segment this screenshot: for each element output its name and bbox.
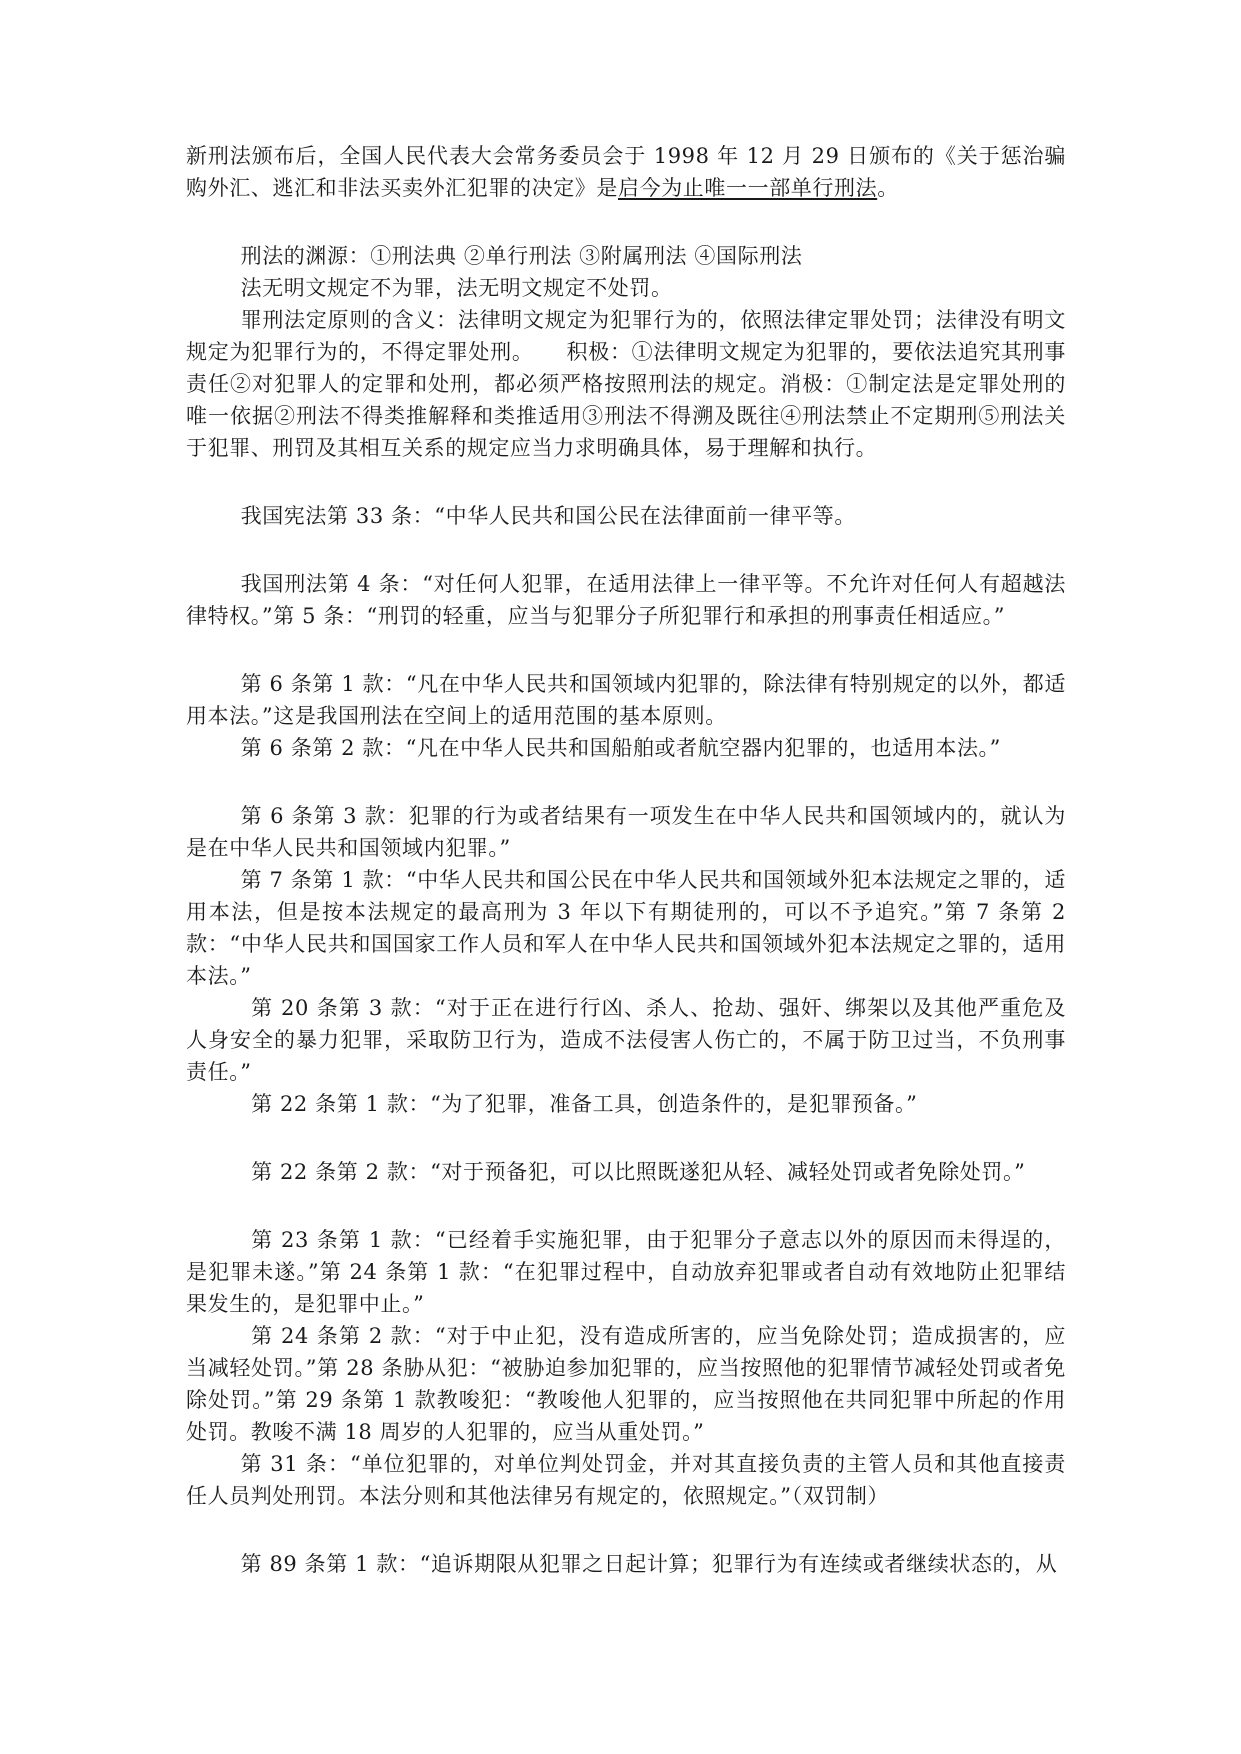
paragraph-criminal-law-art-4-5: 我国刑法第 4 条：“对任何人犯罪，在适用法律上一律平等。不允许对任何人有超越法律特权。”第 5 条：“刑罚的轻重，应当与犯罪分子所犯罪行和承担的刑事责任相适应。” [186,572,1066,628]
paragraph-art-22-clause-1: 第 22 条第 1 款：“为了犯罪，准备工具，创造条件的，是犯罪预备。” [251,1092,918,1116]
paragraph-art-20-clause-3: 第 20 条第 3 款：“对于正在进行行凶、杀人、抢劫、强奸、绑架以及其他严重危及人身安全的暴力犯罪，采取防卫行为，造成不法侵害人伤亡的，不属于防卫过当，不负刑事责任。” [186,996,1066,1084]
paragraph-art-24-28-29: 第 24 条第 2 款：“对于中止犯，没有造成所害的，应当免除处罚；造成损害的，应当减轻处罚。”第 28 条胁从犯：“被胁迫参加犯罪的，应当按照他的犯罪情节减轻处罚或者免除处罚。”第 29 条第 1 款教唆犯：“教唆他人犯罪的，应当按照他在共同犯罪中所起的作用处罚。教唆不满 18 周岁的人犯罪的，应当从重处罚。” [186,1324,1066,1444]
paragraph-text-end: 。 [877,176,899,200]
paragraph-legality-principle: 罪刑法定原则的含义：法律明文规定为犯罪行为的，依照法律定罪处罚；法律没有明文规定为犯罪行为的，不得定罪处刑。 积极：①法律明文规定为犯罪的，要依法追究其刑事责任②对犯罪人的定罪和处刑，都必须严格按照刑法的规定。消极：①制定法是定罪处刑的唯一依据②刑法不得类推解释和类推适用③刑法不得溯及既往④刑法禁止不定期刑⑤刑法关于犯罪、刑罚及其相互关系的规定应当力求明确具体，易于理解和执行。 [186,308,1066,460]
paragraph-art-6-clause-1: 第 6 条第 1 款：“凡在中华人民共和国领域内犯罪的，除法律有特别规定的以外，都适用本法。”这是我国刑法在空间上的适用范围的基本原则。 [186,672,1066,728]
paragraph-art-22-clause-2: 第 22 条第 2 款：“对于预备犯，可以比照既遂犯从轻、减轻处罚或者免除处罚。” [251,1160,1026,1184]
underlined-phrase: 启今为止唯一一部单行刑法 [618,176,878,200]
paragraph-single-criminal-law [186,140,1066,204]
paragraph-nulla-poena: 法无明文规定不为罪，法无明文规定不处罚。 [240,276,673,300]
paragraph-sources-of-criminal-law: 刑法的渊源：①刑法典 ②单行刑法 ③附属刑法 ④国际刑法 [240,244,803,268]
document-body [186,140,1066,1580]
paragraph-constitution-art-33: 我国宪法第 33 条：“中华人民共和国公民在法律面前一律平等。 [240,504,856,528]
paragraph-art-6-clause-2: 第 6 条第 2 款：“凡在中华人民共和国船舶或者航空器内犯罪的，也适用本法。” [240,736,1001,760]
paragraph-art-7: 第 7 条第 1 款：“中华人民共和国公民在中华人民共和国领域外犯本法规定之罪的，适用本法，但是按本法规定的最高刑为 3 年以下有期徒刑的，可以不予追究。”第 7 条第 2 款：“中华人民共和国国家工作人员和军人在中华人民共和国领域外犯本法规定之罪的，适用本法。” [186,868,1066,988]
paragraph-art-31: 第 31 条：“单位犯罪的，对单位判处罚金，并对其直接负责的主管人员和其他直接责任人员判处刑罚。本法分则和其他法律另有规定的，依照规定。”（双罚制） [186,1452,1066,1508]
paragraph-art-89: 第 89 条第 1 款：“追诉期限从犯罪之日起计算；犯罪行为有连续或者继续状态的，从 [240,1552,1058,1576]
paragraph-art-23-24: 第 23 条第 1 款：“已经着手实施犯罪，由于犯罪分子意志以外的原因而未得逞的，是犯罪未遂。”第 24 条第 1 款：“在犯罪过程中，自动放弃犯罪或者自动有效地防止犯罪结果发生的，是犯罪中止。” [186,1228,1066,1316]
paragraph-text: 新刑法颁布后，全国人民代表大会常务委员会于 1998 年 12 月 29 日颁布的《关于惩治骗购外汇、逃汇和非法买卖外汇犯罪的决定》是 [186,144,1066,200]
paragraph-art-6-clause-3: 第 6 条第 3 款：犯罪的行为或者结果有一项发生在中华人民共和国领域内的，就认为是在中华人民共和国领域内犯罪。” [186,804,1066,860]
